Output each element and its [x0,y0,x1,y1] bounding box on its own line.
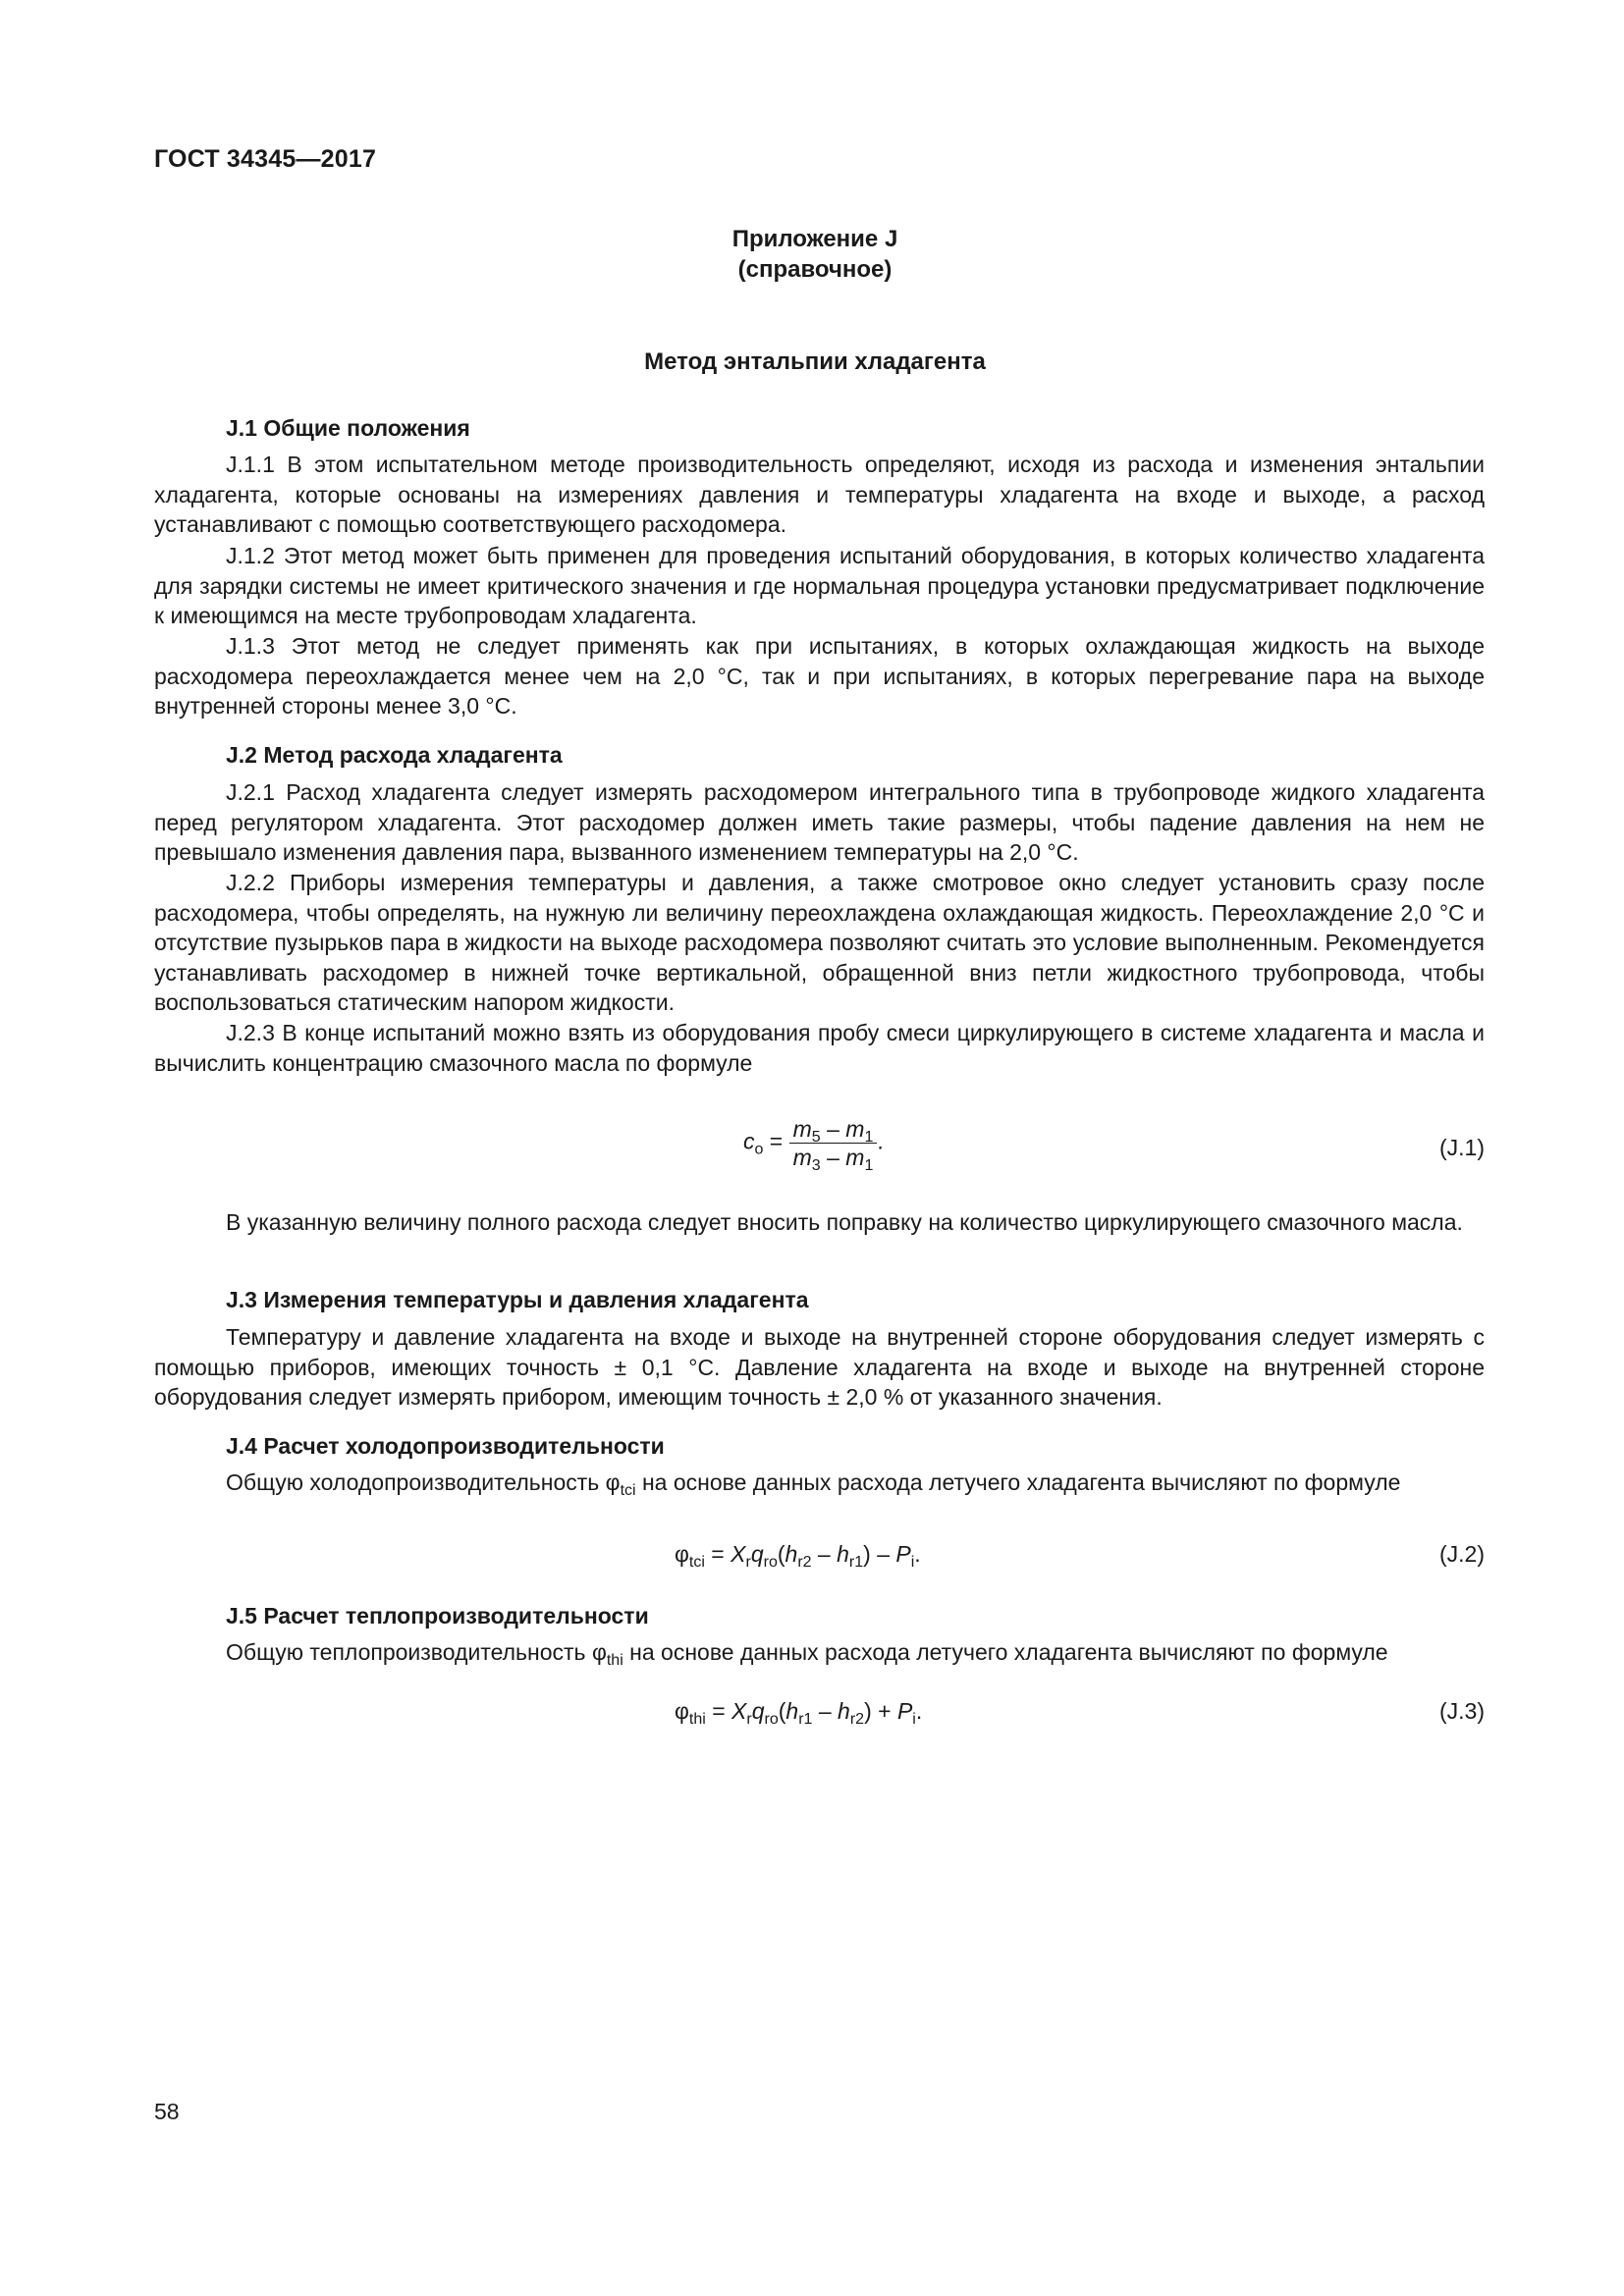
paragraph-j2-1: J.2.1 Расход хладагента следует измерять расходомером интегрального типа в трубопроводе жидкого хладагента перед регулятором хладагента. Этот расходомер должен иметь такие размеры, чтобы падение давления на нем не превышало изменения давления пара, вызванного изменением температуры на 2,0 °С. [154,779,1485,865]
section-heading-j2: J.2 Метод расхода хладагента [226,742,563,768]
formula-j2-expression: $\varphi_{tci} = X_rq_{ro}(h_{r2} - h_{r1}) - P_i$. [675,1541,921,1571]
section-heading-j5: J.5 Расчет теплопроизводительности [226,1603,649,1629]
formula-j1-fraction: $\frac{m_5 - m_1}{m_3 - m_1}$ [789,1117,878,1169]
paragraph-j1-2: J.1.2 Этот метод может быть применен для проведения испытаний оборудования, в которых количество хладагента для зарядки системы не имеет критического значения и где нормальная процедура установки предусматривает подключение к имеющимся на месте трубопроводам хладагента. [154,543,1485,628]
formula-j1-number: (J.1) [1439,1135,1485,1160]
paragraph-j2-2: J.2.2 Приборы измерения температуры и давления, а также смотровое окно следует установить сразу после расходомера, чтобы определять, на нужную ли величину переохлаждена охлаждающая жидкость. Переохлаждение 2,0 °С и отсутствие пузырьков пара в жидкости на выходе расходомера позволяют считать это условие выполненным. Рекомендуется устанавливать расходомер в нижней точке вертикальной, обращенной вниз петли жидкостного трубопровода, чтобы воспользоваться статическим напором жидкости. [154,870,1485,1015]
paragraph-j4-text-after: на основе данных расхода летучего хладагента вычисляют по формуле [635,1469,1401,1495]
document-title: Метод энтальпии хладагента [644,348,986,375]
paragraph-j1-3: J.1.3 Этот метод не следует применять как при испытаниях, в которых охлаждающая жидкость на выходе расходомера переохлаждается менее чем на 2,0 °С, так и при испытаниях, в которых перегревание пара на выходе внутренней стороны менее 3,0 °С. [154,633,1485,719]
section-heading-j1: J.1 Общие положения [226,415,470,441]
formula-j3 [154,1698,1485,1757]
formula-j1 [154,1117,1485,1176]
paragraph-j1-1: J.1.1 В этом испытательном методе производительность определяют, исходя из расхода и изменения энтальпии хладагента, которые основаны на измерениях давления и температуры хладагента на входе и выходе, а расход устанавливают с помощью соответствующего расходомера. [154,452,1485,537]
phi-tci-symbol: $\varphi_{tci}$ [605,1469,636,1499]
formula-j1-expression: $c_o$ = $\frac{m_5 - m_1}{m_3 - m_1}$ . [743,1116,884,1174]
phi-thi-symbol: $\varphi_{thi}$ [591,1639,623,1669]
annex-type: (справочное) [737,256,893,283]
paragraph-j5-text-after: на основе данных расхода летучего хладагента вычисляют по формуле [623,1639,1388,1665]
paragraph-j4-text-before: Общую холодопроизводительность [226,1469,606,1495]
page-number: 58 [154,2099,180,2124]
formula-j3-number: (J.3) [1439,1698,1485,1724]
annex-title: Приложение J [731,226,898,252]
paragraph-j5-1 [154,1637,1485,1668]
document-id: ГОСТ 34345—2017 [154,145,377,173]
paragraph-j2-3: J.2.3 В конце испытаний можно взять из оборудования пробу смеси циркулирующего в системе хладагента и масла и вычислить концентрацию смазочного масла по формуле [154,1020,1485,1076]
section-heading-j4: J.4 Расчет холодопроизводительности [226,1433,665,1459]
formula-j3-expression: $\varphi_{thi} = X_rq_{ro}(h_{r1} - h_{r2}) + P_i$. [675,1698,923,1728]
formula-j2-number: (J.2) [1439,1541,1485,1567]
formula-j2 [154,1541,1485,1600]
paragraph-j2-4: В указанную величину полного расхода следует вносить поправку на количество циркулирующего смазочного масла. [226,1209,1463,1235]
paragraph-j4-1 [154,1468,1485,1498]
paragraph-j5-text-before: Общую теплопроизводительность [226,1639,592,1665]
paragraph-j3-1: Температуру и давление хладагента на входе и выходе на внутренней стороне оборудования следует измерять с помощью приборов, имеющих точность ± 0,1 °С. Давление хладагента на входе и выходе на внутренней стороне оборудования следует измерять прибором, имеющим точность ± 2,0 % от указанного значения. [154,1324,1485,1410]
section-heading-j3: J.3 Измерения температуры и давления хладагента [226,1287,809,1312]
